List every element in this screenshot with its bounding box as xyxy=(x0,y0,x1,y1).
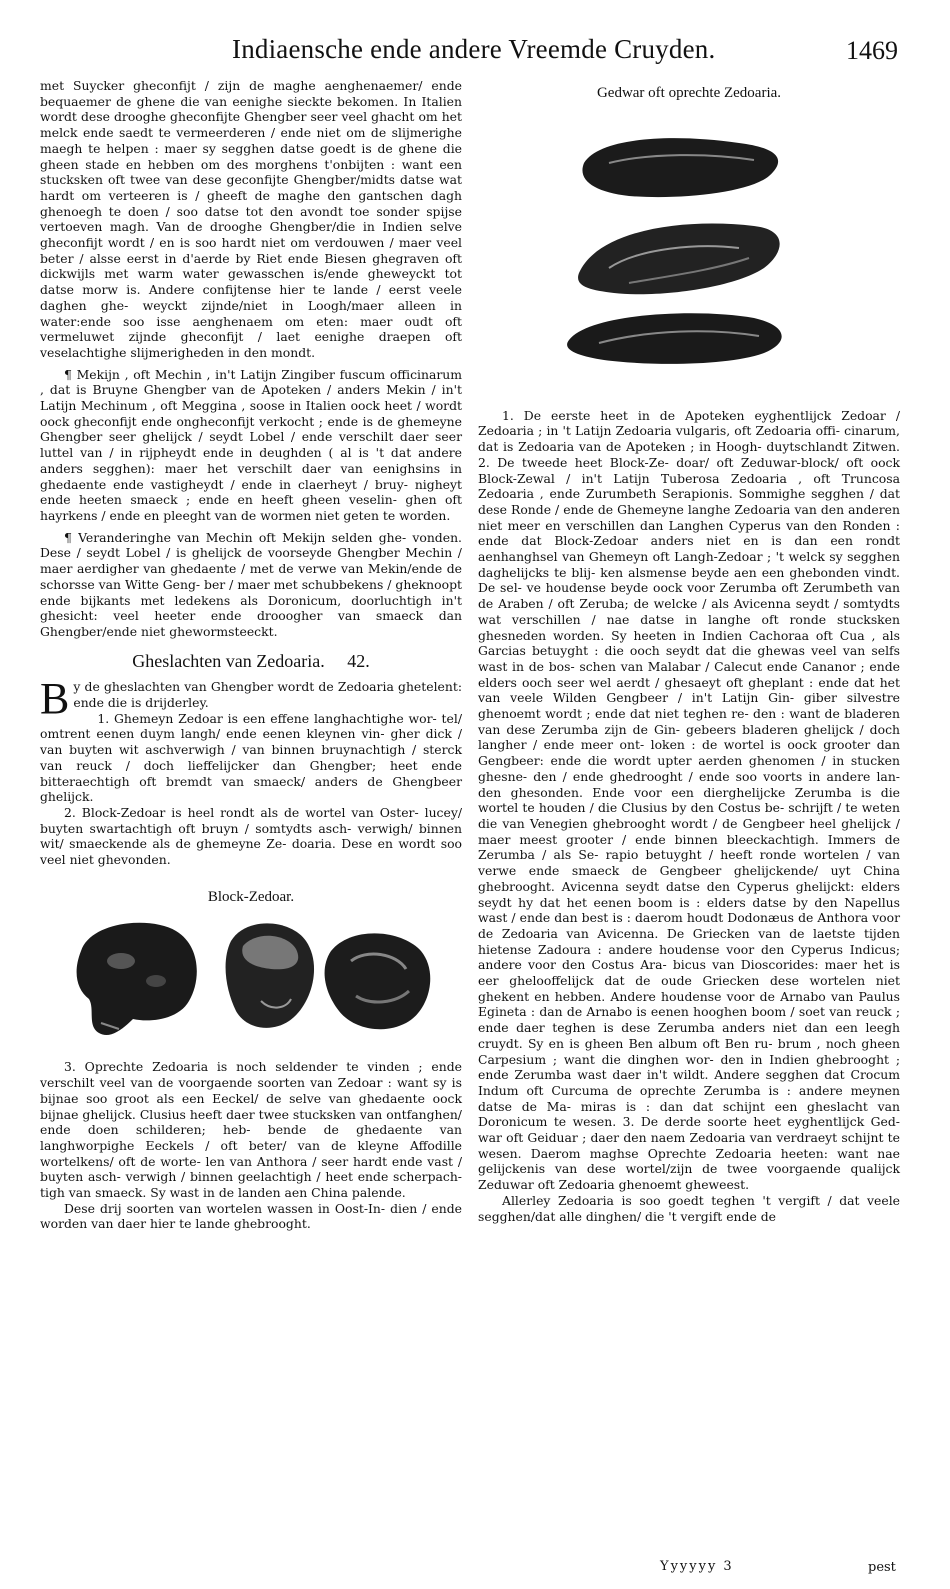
block-zedoar-tuber-3 xyxy=(325,934,431,1030)
page-number: 1469 xyxy=(846,36,898,65)
gedwar-root-2 xyxy=(578,223,780,294)
paragraph: ¶ Mekijn , oft Mechin , in't Latijn Zingiber fuscum officinarum , dat is Bruyne Ghengber van de Apoteken / anders Mekin / in't Latijn Mechinum , oft Meggina , soose in Italien oock heet / wordt oock gheconfijt ende ongheconfijt verkocht ; ende is de ghemeyne Ghengber seer ghelijck / seydt Lobel / ende verschilt daer seer luttel van / in rijpheydt ende in deughden ( al is 't dat andere anders segghen): maer het verschilt daer van eenighsins in ghedaente ende vastigheydt / ende in claerheyt / bruy- nigheyt ende heeten smaeck ; ende en heeft gheen veselin- ghen oft hayrkens / ende en pleeght van de wormen niet geten te worden. xyxy=(40,366,462,523)
drop-cap: B xyxy=(40,674,70,724)
block-zedoar-tuber-1 xyxy=(77,923,197,1035)
section-number: 42. xyxy=(347,650,370,671)
gedwar-root-1 xyxy=(582,138,778,197)
paragraph: Allerley Zedoaria is soo goedt teghen 't vergift / dat veele segghen/dat alle dinghen/ die 't vergift ende de xyxy=(478,1192,900,1224)
block-zedoar-illustration xyxy=(61,911,441,1051)
paragraph: 1. De eerste heet in de Apoteken eyghentlijck Zedoar / Zedoaria ; in 't Latijn Zedoaria vulgaris, oft Zedoaria offi- cinarum, dat is Zedoaria van de Apoteken ; in Hoogh- duytschlandt Zitwen. 2. De tweede heet Block-Ze- doar/ oft Zeduwar-block/ oft oock Block-Zewal / in't Latijn Tuberosa Zedoaria , oft Truncosa Zedoaria , ende Zurumbeth Serapionis. Sommighe segghen / dat dese Ronde / ende de Ghemeyne langhe Zedoaria van den anderen niet meer en verschillen dan Langhen Cyperus van den Ronden : ende dat Block-Zedoar anders niet en is dan een rondt aenhanghsel van Ghemeyn oft Langh-Zedoar ; 't welck sy segghen daghelijcks te blij- ken alsmense beyde aen een ghebonden vindt. De sel- ve houdense beyde oock voor Zerumba oft Zerumbeth van de Araben / oft Zeruba; de welcke / als Avicenna seydt / somtydts wat verschillen / nae datse in langhe oft ronde stucksken ghesneden worden. Sy heeten in Indien Cachoraa oft Cua , als Garcias betuyght : die ooch seydt dat die ghewas veel van selfs wast in de bos- schen van Malabar / Calecut ende Cananor ; ende elders ooch seer wel aerdt / ghesaeyt oft gheplant : ende dat het van veele Wilden Gengbeer / in't Latijn Gin- giber silvestre ghenoemt wordt ; ende dat niet teghen re- den : want de bladeren van dese Zerumba zijn de Gin- gebeers bladeren ghelijck / doch langher / ende meer ont- loken : de wortel is oock grooter dan Gengbeer: ende die wordt upter aerden ghenomen / in stucken ghesne- den / ende ghedrooght / ende soo voorts in andere lan- den ghesonden. Ende voor een dierghelijcke Zerumba is die wortel te houden / die Clusius by den Costus be- schrijft / te weten die van Venegien ghebrooght wordt / de Gengbeer heel ghelijck / maer meest grooter / ende binnen bleeckachtigh. Immers de Zerumba / als Se- rapio betuyght / heeft ronde wortelen / van verwe ende smaeck de Gengbeer ghelijckende/ uyt China ghebrooght. Avicenna seydt datse den Cyperus ghelijckt: elders seydt hy dat het eenen boom is : elders datse by den Napellus wast / ende dan best is : daerom houdt Dodonæus de Anthora voor de Zedoaria van Avicenna. De Griecken van de laetste tijden hietense Zadoura : andere houdense voor den Cyperus Indicus; andere voor den Costus Ara- bicus van Dioscorides: maer het is eer ghelooffelijck dat de oude Griecken dese wortelen niet ghekent en hebben. Andere houdense voor de Arnabo van Paulus Egineta : dan de Arnabo is eenen hooghen boom / soet van reuck ; ende daer teghen is dese Zerumba anders niet dan een leegh cruydt. Sy en is gheen Ben album oft Ben ru- brum , noch gheen Carpesium ; want die dinghen wor- den in Indien ghebrooght ; ende Zerumba wast daer in't wildt. Andere segghen dat Crocum Indum oft Curcuma de oprechte Zerumba is : andere meynen datse de Ma- miras is : dan dat schijnt een gheslacht van Doronicum te wesen. 3. De derde soorte heet eyghentlijck Ged- war oft Geiduar ; daer den naem Zedoaria van verdraeyt schijnt te wesen. Daerom maghse Oprechte Zedoaria heeten: want nae gelijckenis van dese wortel/zijn de twee voorgaende qualijck Zeduwar oft Zedoaria ghenoemt gheweest. xyxy=(478,407,900,1193)
paragraph xyxy=(40,674,462,724)
figure-caption: Block-Zedoar. xyxy=(207,888,295,905)
right-column xyxy=(478,78,900,1224)
figure-caption: Gedwar oft oprechte Zedoaria. xyxy=(596,85,782,101)
gedwar-root-3 xyxy=(567,313,782,364)
section-heading xyxy=(40,650,462,671)
paragraph: Dese drij soorten van wortelen wassen in Oost-In- dien / ende worden van daer hier te lande ghebrooght. xyxy=(40,1200,462,1232)
paragraph: met Suycker gheconfijt / zijn de maghe aenghenaemer/ ende bequaemer de ghene die van eenighe sieckte bekomen. In Italien wordt dese drooghe gheconfijte Ghengber seer veel ghacht om het melck ende saedt te vermeerderen / ende niet om de slijmerighe maegh te helpen : maer sy segghen datse goedt is de ghene die gheen stade en hebben om des morghens t'onbijten : want een stucksken oft twee van dese geconfijte Ghengber/midts datse wat hardt om verteeren is / gheeft de maghe den gantschen dagh ghenoegh te doen / soo datse tot den avondt toe sonder spijse vertoeven magh. Van de drooghe Ghengber/die in Indien selve gheconfijt wordt / en is soo hardt niet om verdouwen / maer veel beter / alsse eerst in d'aerde by Riet ende Biesen ghegraven oft dickwijls met warm water gewasschen is/ende gheweyckt tot datse morw is. Andere confijtense hier te lande / eerst veele daghen ghe- weyckt zijnde/niet in Loogh/maer alleen in water:ende soo isse aenghenaem om eten: maer oudt oft vermeluwet zijnde gheconfijt / laet eenighe draepen oft veselachtighe slijmerigheden in den mondt. xyxy=(40,78,462,360)
paragraph: 1. Ghemeyn Zedoar is een effene langhachtighe wor- tel/ omtrent eenen duym langh/ ende eenen kleynen vin- gher dick / van buyten wit aschverwigh / van binnen bruynachtigh / sterck van reuck / doch lieffelijcker dan Ghengber; heet ende bitteraechtigh oft bremdt van smaeck/ anders de Ghengbeer ghelijck. xyxy=(40,710,462,805)
gedwar-illustration xyxy=(539,108,839,368)
paragraph: ¶ Veranderinghe van Mechin oft Mekijn selden ghe- vonden. Dese / seydt Lobel / is ghelijck de voorseyde Ghengber Mechin / maer aerdigher van ghedaente / met de verwe van Mekin/ende de schorsse van Witte Geng- ber / maer met schubbekens / gheknoopt ende bijkants met ledekens als Doronicum, doorluchtigh in't ghesicht: veel heeter ende drooogher van smaeck dan Ghengber/ende niet ghewormsteeckt. xyxy=(40,529,462,639)
paragraph: 3. Oprechte Zedoaria is noch seldender te vinden ; ende verschilt veel van de voorgaende soorten van Zedoar : want sy is bijnae soo groot als een Eeckel/ de selve van ghedaente oock bijnae ghelijck. Clusius heeft daer twee stucksken van ontfanghen/ ende doen schilderen; heb- bende de ghedaente van langhworpighe Eeckels / oft beter/ van de kleyne Affodille wortelkens/ oft de worte- len van Anthora / seer hardt ende vast / buyten asch- verwigh / binnen geelachtigh / heet ende scherpach- tigh van smaeck. Sy wast in de landen aen China palende. xyxy=(40,1059,462,1201)
signature-mark: Yyyyyy 3 xyxy=(660,1559,734,1574)
paragraph: 2. Block-Zedoar is heel rondt als de wortel van Oster- lucey/ buyten swartachtigh oft bruyn / somtydts asch- verwigh/ binnen wit/ smaeckende als de ghemeyne Ze- doaria. Dese en wordt soo veel niet ghevonden. xyxy=(40,804,462,868)
section-title: Gheslachten van Zedoaria. xyxy=(132,650,325,671)
catchword: pest xyxy=(868,1560,896,1575)
block-zedoar-tuber-2 xyxy=(226,924,314,1029)
running-title: Indiaensche ende andere Vreemde Cruyden. xyxy=(232,34,716,64)
paragraph-text: y de gheslachten van Ghengber wordt de Zedoaria ghetelent: ende die is drijderley. xyxy=(73,679,462,711)
page-header xyxy=(0,0,950,78)
left-column xyxy=(40,78,462,1232)
